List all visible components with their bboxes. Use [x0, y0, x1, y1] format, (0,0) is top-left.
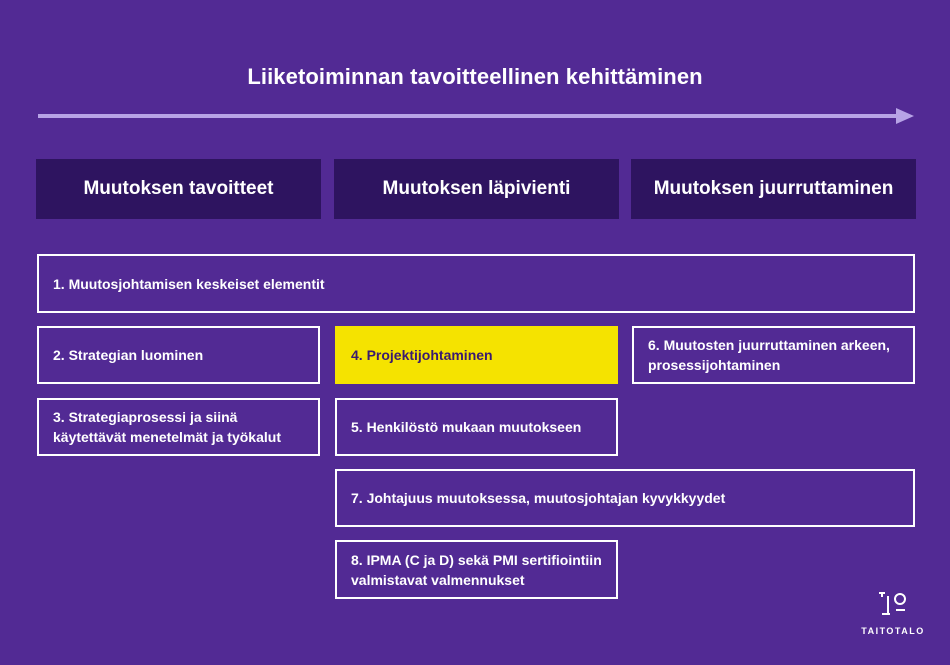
item-box-5: 5. Henkilöstö mukaan muutokseen	[335, 398, 618, 456]
phase-header-embedding: Muutoksen juurruttaminen	[631, 159, 916, 219]
item-box-3: 3. Strategiaprosessi ja siinä käytettävät menetelmät ja työkalut	[37, 398, 320, 456]
logo-text: TAITOTALO	[861, 626, 925, 636]
item-box-4-highlighted: 4. Projektijohtaminen	[335, 326, 618, 384]
timeline-arrow	[38, 106, 916, 126]
diagram-title: Liiketoiminnan tavoitteellinen kehittäminen	[247, 64, 703, 89]
phase-header-implementation: Muutoksen läpivienti	[334, 159, 619, 219]
phase-header-goals: Muutoksen tavoitteet	[36, 159, 321, 219]
taitotalo-logo-mark	[876, 588, 910, 622]
item-box-1: 1. Muutosjohtamisen keskeiset elementit	[37, 254, 915, 313]
item-box-7: 7. Johtajuus muutoksessa, muutosjohtajan kyvykkyydet	[335, 469, 915, 527]
item-box-8: 8. IPMA (C ja D) sekä PMI sertifiointiin valmistavat valmennukset	[335, 540, 618, 599]
item-box-6: 6. Muutosten juurruttaminen arkeen, prosessijohtaminen	[632, 326, 915, 384]
taitotalo-logo	[858, 588, 928, 636]
item-box-2: 2. Strategian luominen	[37, 326, 320, 384]
